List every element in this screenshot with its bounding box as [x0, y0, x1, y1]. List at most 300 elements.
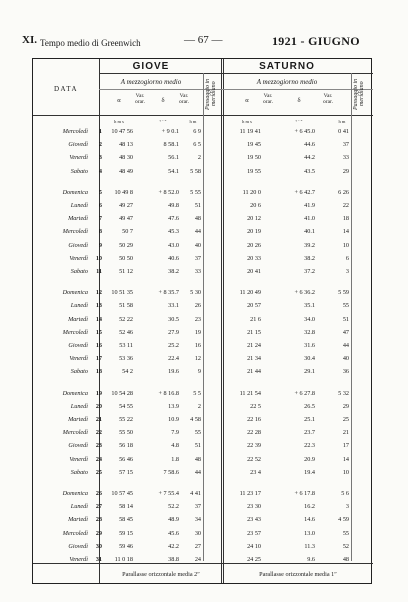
- time-label: Tempo medio di Greenwich: [40, 38, 141, 48]
- table-row: [33, 167, 373, 177]
- cell-day: Giovedì: [68, 442, 88, 450]
- cell-n: 5: [98, 188, 102, 196]
- cell-jp: 12: [194, 355, 201, 363]
- cell-ja: 10 49 8: [114, 188, 133, 196]
- cell-ja: 10 57 45: [111, 490, 133, 497]
- cell-ja: 54 2: [122, 368, 133, 376]
- cell-sd: 44.6: [304, 141, 315, 149]
- cell-n: 23: [95, 442, 102, 450]
- table-row: [33, 267, 373, 277]
- cell-sd: 14.6: [304, 516, 315, 524]
- cell-jd: 30.5: [168, 315, 179, 323]
- cell-day: Mercoledì: [62, 128, 88, 135]
- cell-n: 27: [95, 503, 102, 511]
- cell-sp: 0 41: [338, 128, 349, 135]
- cell-sp: 55: [342, 302, 349, 310]
- cell-jp: 48: [194, 215, 201, 223]
- cell-n: 15: [95, 328, 102, 336]
- cell-jp: 6 9: [193, 128, 201, 135]
- cell-sp: 10: [342, 468, 349, 476]
- table-row: [33, 415, 373, 425]
- cell-jd: 43.0: [168, 241, 179, 249]
- cell-day: Venerdì: [69, 254, 88, 262]
- cell-sd: 38.2: [304, 254, 315, 262]
- cell-sa: 20 33: [247, 254, 261, 262]
- cell-jp: 19: [194, 328, 201, 336]
- cell-ja: 48 30: [119, 154, 133, 162]
- table-row: [33, 428, 373, 438]
- cell-day: Sabato: [70, 167, 88, 175]
- cell-ja: 55 50: [119, 429, 133, 437]
- cell-sp: 14: [342, 228, 349, 236]
- units-dec-jupiter: ° ′ ″: [159, 119, 167, 124]
- cell-ja: 50 29: [119, 241, 133, 249]
- cell-jd: 42.2: [168, 542, 179, 550]
- cell-n: 20: [95, 402, 102, 410]
- cell-sd: 44.2: [304, 154, 315, 162]
- cell-sd: 23.7: [304, 429, 315, 437]
- cell-n: 2: [98, 141, 102, 149]
- cell-sp: 47: [342, 328, 349, 336]
- cell-jp: 6 5: [193, 141, 201, 149]
- cell-day: Martedì: [68, 516, 88, 524]
- cell-sd: 31.6: [304, 342, 315, 349]
- cell-day: Venerdì: [69, 455, 88, 463]
- cell-jp: 5 5: [193, 389, 201, 397]
- cell-jd: 56.1: [168, 154, 179, 162]
- cell-sa: 22 28: [247, 429, 261, 437]
- table-row: [33, 201, 373, 211]
- cell-day: Sabato: [70, 268, 88, 275]
- col-var2-saturn: Var. orar.: [323, 93, 333, 105]
- cell-sp: 29: [342, 402, 349, 410]
- cell-ja: 57 15: [119, 468, 133, 476]
- cell-sa: 21 44: [247, 368, 261, 376]
- cell-day: Domenica: [62, 289, 88, 297]
- table-row: [33, 367, 373, 377]
- cell-sp: 3: [345, 503, 349, 511]
- cell-jp: 5 55: [190, 188, 201, 196]
- cell-sd: + 6 42.7: [294, 188, 315, 196]
- section-number: XI.: [22, 34, 37, 46]
- cell-n: 30: [95, 542, 102, 550]
- cell-jd: + 8 52.0: [158, 188, 179, 196]
- cell-n: 3: [98, 154, 102, 162]
- cell-n: 31: [95, 556, 102, 563]
- parallax-jupiter: Parallasse orizzontale media 2″: [122, 571, 200, 578]
- subtitle-jupiter: A mezzogiorno medio: [120, 78, 182, 86]
- cell-day: Domenica: [62, 188, 88, 196]
- cell-sa: 11 20 49: [239, 289, 261, 297]
- cell-jp: 5 30: [190, 289, 201, 297]
- cell-jp: 33: [194, 268, 201, 275]
- cell-jp: 26: [194, 302, 201, 310]
- table-row: [33, 127, 373, 137]
- cell-sd: 9.6: [307, 556, 315, 563]
- cell-ja: 52 22: [119, 315, 133, 323]
- cell-ja: 52 46: [119, 328, 133, 336]
- cell-day: Mercoledì: [62, 429, 88, 437]
- col-ra-jupiter: α: [117, 97, 121, 104]
- cell-jp: 51: [194, 202, 201, 209]
- cell-jd: 7.9: [171, 429, 179, 437]
- table-row: [33, 529, 373, 539]
- cell-day: Martedì: [68, 215, 88, 223]
- cell-jd: + 8 35.7: [158, 289, 179, 297]
- table-row: [33, 468, 373, 478]
- cell-jd: + 9 0.1: [161, 128, 179, 135]
- cell-ja: 58 14: [119, 503, 133, 511]
- cell-ja: 56 18: [119, 442, 133, 450]
- table-row: [33, 328, 373, 338]
- cell-jd: 8 58.1: [163, 141, 179, 149]
- cell-day: Venerdì: [69, 154, 88, 162]
- cell-sd: 16.2: [304, 503, 315, 511]
- table-row: [33, 402, 373, 412]
- cell-day: Venerdì: [69, 355, 88, 363]
- cell-jp: 48: [194, 455, 201, 463]
- col-pass-jupiter: Passaggio in meridiano: [205, 78, 217, 110]
- cell-jd: 47.6: [168, 215, 179, 223]
- table-row: [33, 140, 373, 150]
- cell-day: Lunedì: [70, 202, 88, 209]
- page-number: — 67 —: [184, 34, 223, 46]
- cell-n: 8: [98, 228, 102, 236]
- cell-jp: 27: [194, 542, 201, 550]
- cell-ja: 59 15: [119, 529, 133, 537]
- cell-sa: 20 19: [247, 228, 261, 236]
- cell-n: 16: [95, 342, 102, 349]
- cell-sa: 20 6: [250, 202, 261, 209]
- cell-jp: 30: [194, 529, 201, 537]
- cell-sa: 21 24: [247, 342, 261, 349]
- cell-sp: 6: [345, 254, 349, 262]
- cell-day: Martedì: [68, 416, 88, 423]
- table-row: [33, 188, 373, 198]
- cell-sd: 30.4: [304, 355, 315, 363]
- cell-jd: 13.9: [168, 402, 179, 410]
- cell-n: 4: [98, 167, 102, 175]
- cell-n: 1: [98, 128, 102, 135]
- cell-jd: 48.9: [168, 516, 179, 524]
- col-ra-saturn: α: [245, 97, 249, 104]
- cell-sd: 32.8: [304, 328, 315, 336]
- cell-n: 21: [95, 416, 102, 423]
- table-row: [33, 354, 373, 364]
- cell-sp: 5 6: [341, 490, 349, 497]
- cell-sp: 10: [342, 241, 349, 249]
- cell-sp: 22: [342, 202, 349, 209]
- cell-sa: 19 45: [247, 141, 261, 149]
- units-pass-jupiter: h m: [189, 119, 197, 124]
- table-row: [33, 254, 373, 264]
- cell-sd: 34.0: [304, 315, 315, 323]
- cell-jp: 4 41: [190, 490, 201, 497]
- cell-jp: 44: [194, 468, 201, 476]
- cell-jp: 37: [194, 503, 201, 511]
- cell-ja: 56 46: [119, 455, 133, 463]
- cell-sd: 11.3: [304, 542, 315, 550]
- divider: [99, 73, 373, 74]
- cell-jd: 19.6: [168, 368, 179, 376]
- cell-day: Martedì: [68, 315, 88, 323]
- cell-ja: 51 12: [119, 268, 133, 275]
- cell-sp: 6 26: [338, 188, 349, 196]
- cell-n: 13: [95, 302, 102, 310]
- cell-sa: 23 4: [250, 468, 261, 476]
- cell-n: 19: [95, 389, 102, 397]
- cell-jp: 2: [197, 402, 201, 410]
- cell-day: Lunedì: [70, 402, 88, 410]
- cell-n: 12: [95, 289, 102, 297]
- cell-sp: 33: [342, 154, 349, 162]
- cell-jp: 2: [197, 154, 201, 162]
- table-row: [33, 301, 373, 311]
- cell-sa: 11 19 41: [239, 128, 261, 135]
- cell-jp: 9: [197, 368, 201, 376]
- cell-jd: + 7 55.4: [158, 490, 179, 497]
- table-row: [33, 153, 373, 163]
- cell-sa: 21 6: [250, 315, 261, 323]
- cell-sa: 19 50: [247, 154, 261, 162]
- cell-sa: 23 57: [247, 529, 261, 537]
- cell-jd: 49.8: [168, 202, 179, 209]
- cell-jp: 16: [194, 342, 201, 349]
- cell-n: 14: [95, 315, 102, 323]
- cell-jp: 40: [194, 241, 201, 249]
- cell-sa: 22 5: [250, 402, 261, 410]
- cell-jd: + 8 16.8: [158, 389, 179, 397]
- cell-day: Sabato: [70, 368, 88, 376]
- cell-jd: 22.4: [168, 355, 179, 363]
- cell-sa: 24 10: [247, 542, 261, 550]
- cell-jd: 27.9: [168, 328, 179, 336]
- table-row: [33, 441, 373, 451]
- cell-ja: 48 13: [119, 141, 133, 149]
- table-row: [33, 555, 373, 565]
- cell-sd: 19.4: [304, 468, 315, 476]
- cell-jd: 54.1: [168, 167, 179, 175]
- cell-n: 29: [95, 529, 102, 537]
- cell-ja: 10 54 28: [111, 389, 133, 397]
- cell-n: 7: [98, 215, 102, 223]
- subtitle-saturn: A mezzogiorno medio: [256, 78, 318, 86]
- cell-sp: 5 32: [338, 389, 349, 397]
- cell-jp: 44: [194, 228, 201, 236]
- cell-sd: + 6 45.0: [294, 128, 315, 135]
- cell-n: 6: [98, 202, 102, 209]
- cell-sa: 20 12: [247, 215, 261, 223]
- table-row: [33, 214, 373, 224]
- cell-sa: 11 21 54: [239, 389, 261, 397]
- units-ra-jupiter: h m s: [114, 119, 124, 124]
- cell-ja: 51 58: [119, 302, 133, 310]
- table-row: [33, 455, 373, 465]
- cell-sa: 20 41: [247, 268, 261, 275]
- cell-day: Giovedì: [68, 542, 88, 550]
- cell-jd: 38.2: [168, 268, 179, 275]
- cell-sp: 29: [342, 167, 349, 175]
- cell-ja: 55 22: [119, 416, 133, 423]
- cell-n: 24: [95, 455, 102, 463]
- divider: [99, 89, 373, 90]
- col-dec-jupiter: δ: [161, 97, 165, 104]
- cell-n: 26: [95, 490, 102, 497]
- cell-ja: 50 50: [119, 254, 133, 262]
- cell-day: Mercoledì: [62, 228, 88, 236]
- units-dec-saturn: ° ′ ″: [295, 119, 303, 124]
- cell-sp: 5 59: [338, 289, 349, 297]
- cell-n: 28: [95, 516, 102, 524]
- cell-sp: 37: [342, 141, 349, 149]
- cell-ja: 58 45: [119, 516, 133, 524]
- cell-jd: 38.8: [168, 556, 179, 563]
- cell-sp: 36: [342, 368, 349, 376]
- cell-sp: 4 59: [338, 516, 349, 524]
- planet-title-saturn: SATURNO: [259, 61, 315, 72]
- cell-jd: 45.3: [168, 228, 179, 236]
- col-pass-saturn: Passaggio in meridiano: [353, 78, 365, 110]
- cell-sa: 21 34: [247, 355, 261, 363]
- cell-ja: 54 55: [119, 402, 133, 410]
- cell-jp: 55: [194, 429, 201, 437]
- cell-jd: 4.8: [171, 442, 179, 450]
- table-row: [33, 502, 373, 512]
- cell-ja: 10 51 35: [111, 289, 133, 297]
- cell-sd: 40.1: [304, 228, 315, 236]
- ephemeris-table: [32, 58, 372, 584]
- cell-sd: + 6 36.2: [294, 289, 315, 297]
- cell-n: 18: [95, 368, 102, 376]
- cell-day: Venerdì: [69, 556, 88, 563]
- col-var-saturn: Var. orar.: [263, 93, 273, 105]
- cell-n: 11: [96, 268, 102, 275]
- units-ra-saturn: h m s: [242, 119, 252, 124]
- col-var-jupiter: Var. orar.: [135, 93, 145, 105]
- cell-jd: 7 58.6: [163, 468, 179, 476]
- cell-day: Giovedì: [68, 342, 88, 349]
- cell-day: Domenica: [62, 490, 88, 497]
- cell-sa: 20 57: [247, 302, 261, 310]
- cell-sp: 3: [345, 268, 349, 275]
- cell-sp: 18: [342, 215, 349, 223]
- col-dec-saturn: δ: [297, 97, 301, 104]
- cell-jp: 34: [194, 516, 201, 524]
- cell-day: Sabato: [70, 468, 88, 476]
- cell-jp: 4 58: [190, 416, 201, 423]
- cell-jd: 33.1: [168, 302, 179, 310]
- table-row: [33, 315, 373, 325]
- cell-day: Mercoledì: [62, 328, 88, 336]
- parallax-saturn: Parallasse orizzontale media 1″: [259, 571, 337, 578]
- cell-sp: 44: [342, 342, 349, 349]
- cell-sd: 25.1: [304, 416, 315, 423]
- cell-day: Giovedì: [68, 141, 88, 149]
- cell-n: 9: [98, 241, 102, 249]
- cell-sp: 17: [342, 442, 349, 450]
- cell-n: 17: [95, 355, 102, 363]
- cell-day: Mercoledì: [62, 529, 88, 537]
- cell-day: Lunedì: [70, 302, 88, 310]
- cell-jd: 52.2: [168, 503, 179, 511]
- cell-ja: 59 46: [119, 542, 133, 550]
- cell-sp: 14: [342, 455, 349, 463]
- cell-sd: 39.2: [304, 241, 315, 249]
- cell-sa: 22 52: [247, 455, 261, 463]
- cell-jd: 10.9: [168, 416, 179, 423]
- cell-sa: 24 25: [247, 556, 261, 563]
- table-row: [33, 288, 373, 298]
- cell-sa: 22 16: [247, 416, 261, 423]
- col-var2-jupiter: Var. orar.: [179, 93, 189, 105]
- cell-sd: 26.5: [304, 402, 315, 410]
- cell-sa: 11 20 0: [242, 188, 261, 196]
- cell-jp: 23: [194, 315, 201, 323]
- cell-jp: 5 58: [190, 167, 201, 175]
- cell-sa: 11 23 17: [239, 490, 261, 497]
- cell-n: 10: [95, 254, 102, 262]
- cell-day: Lunedì: [70, 503, 88, 511]
- month-title: 1921 - GIUGNO: [272, 34, 360, 48]
- cell-ja: 48 49: [119, 167, 133, 175]
- cell-ja: 49 47: [119, 215, 133, 223]
- cell-sp: 21: [342, 429, 349, 437]
- planet-title-jupiter: GIOVE: [132, 61, 170, 72]
- table-row: [33, 489, 373, 499]
- cell-sa: 23 43: [247, 516, 261, 524]
- cell-jp: 37: [194, 254, 201, 262]
- cell-sp: 40: [342, 355, 349, 363]
- cell-jd: 1.8: [171, 455, 179, 463]
- cell-jp: 24: [194, 556, 201, 563]
- cell-sd: 41.9: [304, 202, 315, 209]
- cell-sp: 52: [342, 542, 349, 550]
- cell-sp: 25: [342, 416, 349, 423]
- cell-sa: 19 55: [247, 167, 261, 175]
- cell-ja: 53 36: [119, 355, 133, 363]
- cell-sp: 48: [342, 556, 349, 563]
- cell-jp: 51: [194, 442, 201, 450]
- cell-ja: 10 47 56: [111, 128, 133, 135]
- cell-sd: 22.3: [304, 442, 315, 450]
- cell-ja: 49 27: [119, 202, 133, 209]
- cell-sa: 22 39: [247, 442, 261, 450]
- date-header: DATA: [53, 85, 79, 93]
- cell-sd: 29.1: [304, 368, 315, 376]
- cell-sp: 51: [342, 315, 349, 323]
- table-row: [33, 241, 373, 251]
- table-row: [33, 227, 373, 237]
- table-row: [33, 341, 373, 351]
- table-row: [33, 542, 373, 552]
- table-row: [33, 515, 373, 525]
- cell-day: Domenica: [62, 389, 88, 397]
- units-pass-saturn: h m: [338, 119, 346, 124]
- cell-n: 22: [95, 429, 102, 437]
- cell-sa: 20 26: [247, 241, 261, 249]
- cell-sd: 13.0: [304, 529, 315, 537]
- cell-sa: 23 30: [247, 503, 261, 511]
- page-header: [0, 34, 408, 54]
- cell-ja: 50 7: [122, 228, 133, 236]
- cell-sd: 43.5: [304, 167, 315, 175]
- cell-jd: 25.2: [168, 342, 179, 349]
- cell-sp: 55: [342, 529, 349, 537]
- cell-sd: 41.0: [304, 215, 315, 223]
- cell-sa: 21 15: [247, 328, 261, 336]
- cell-jd: 40.6: [168, 254, 179, 262]
- cell-sd: 37.2: [304, 268, 315, 275]
